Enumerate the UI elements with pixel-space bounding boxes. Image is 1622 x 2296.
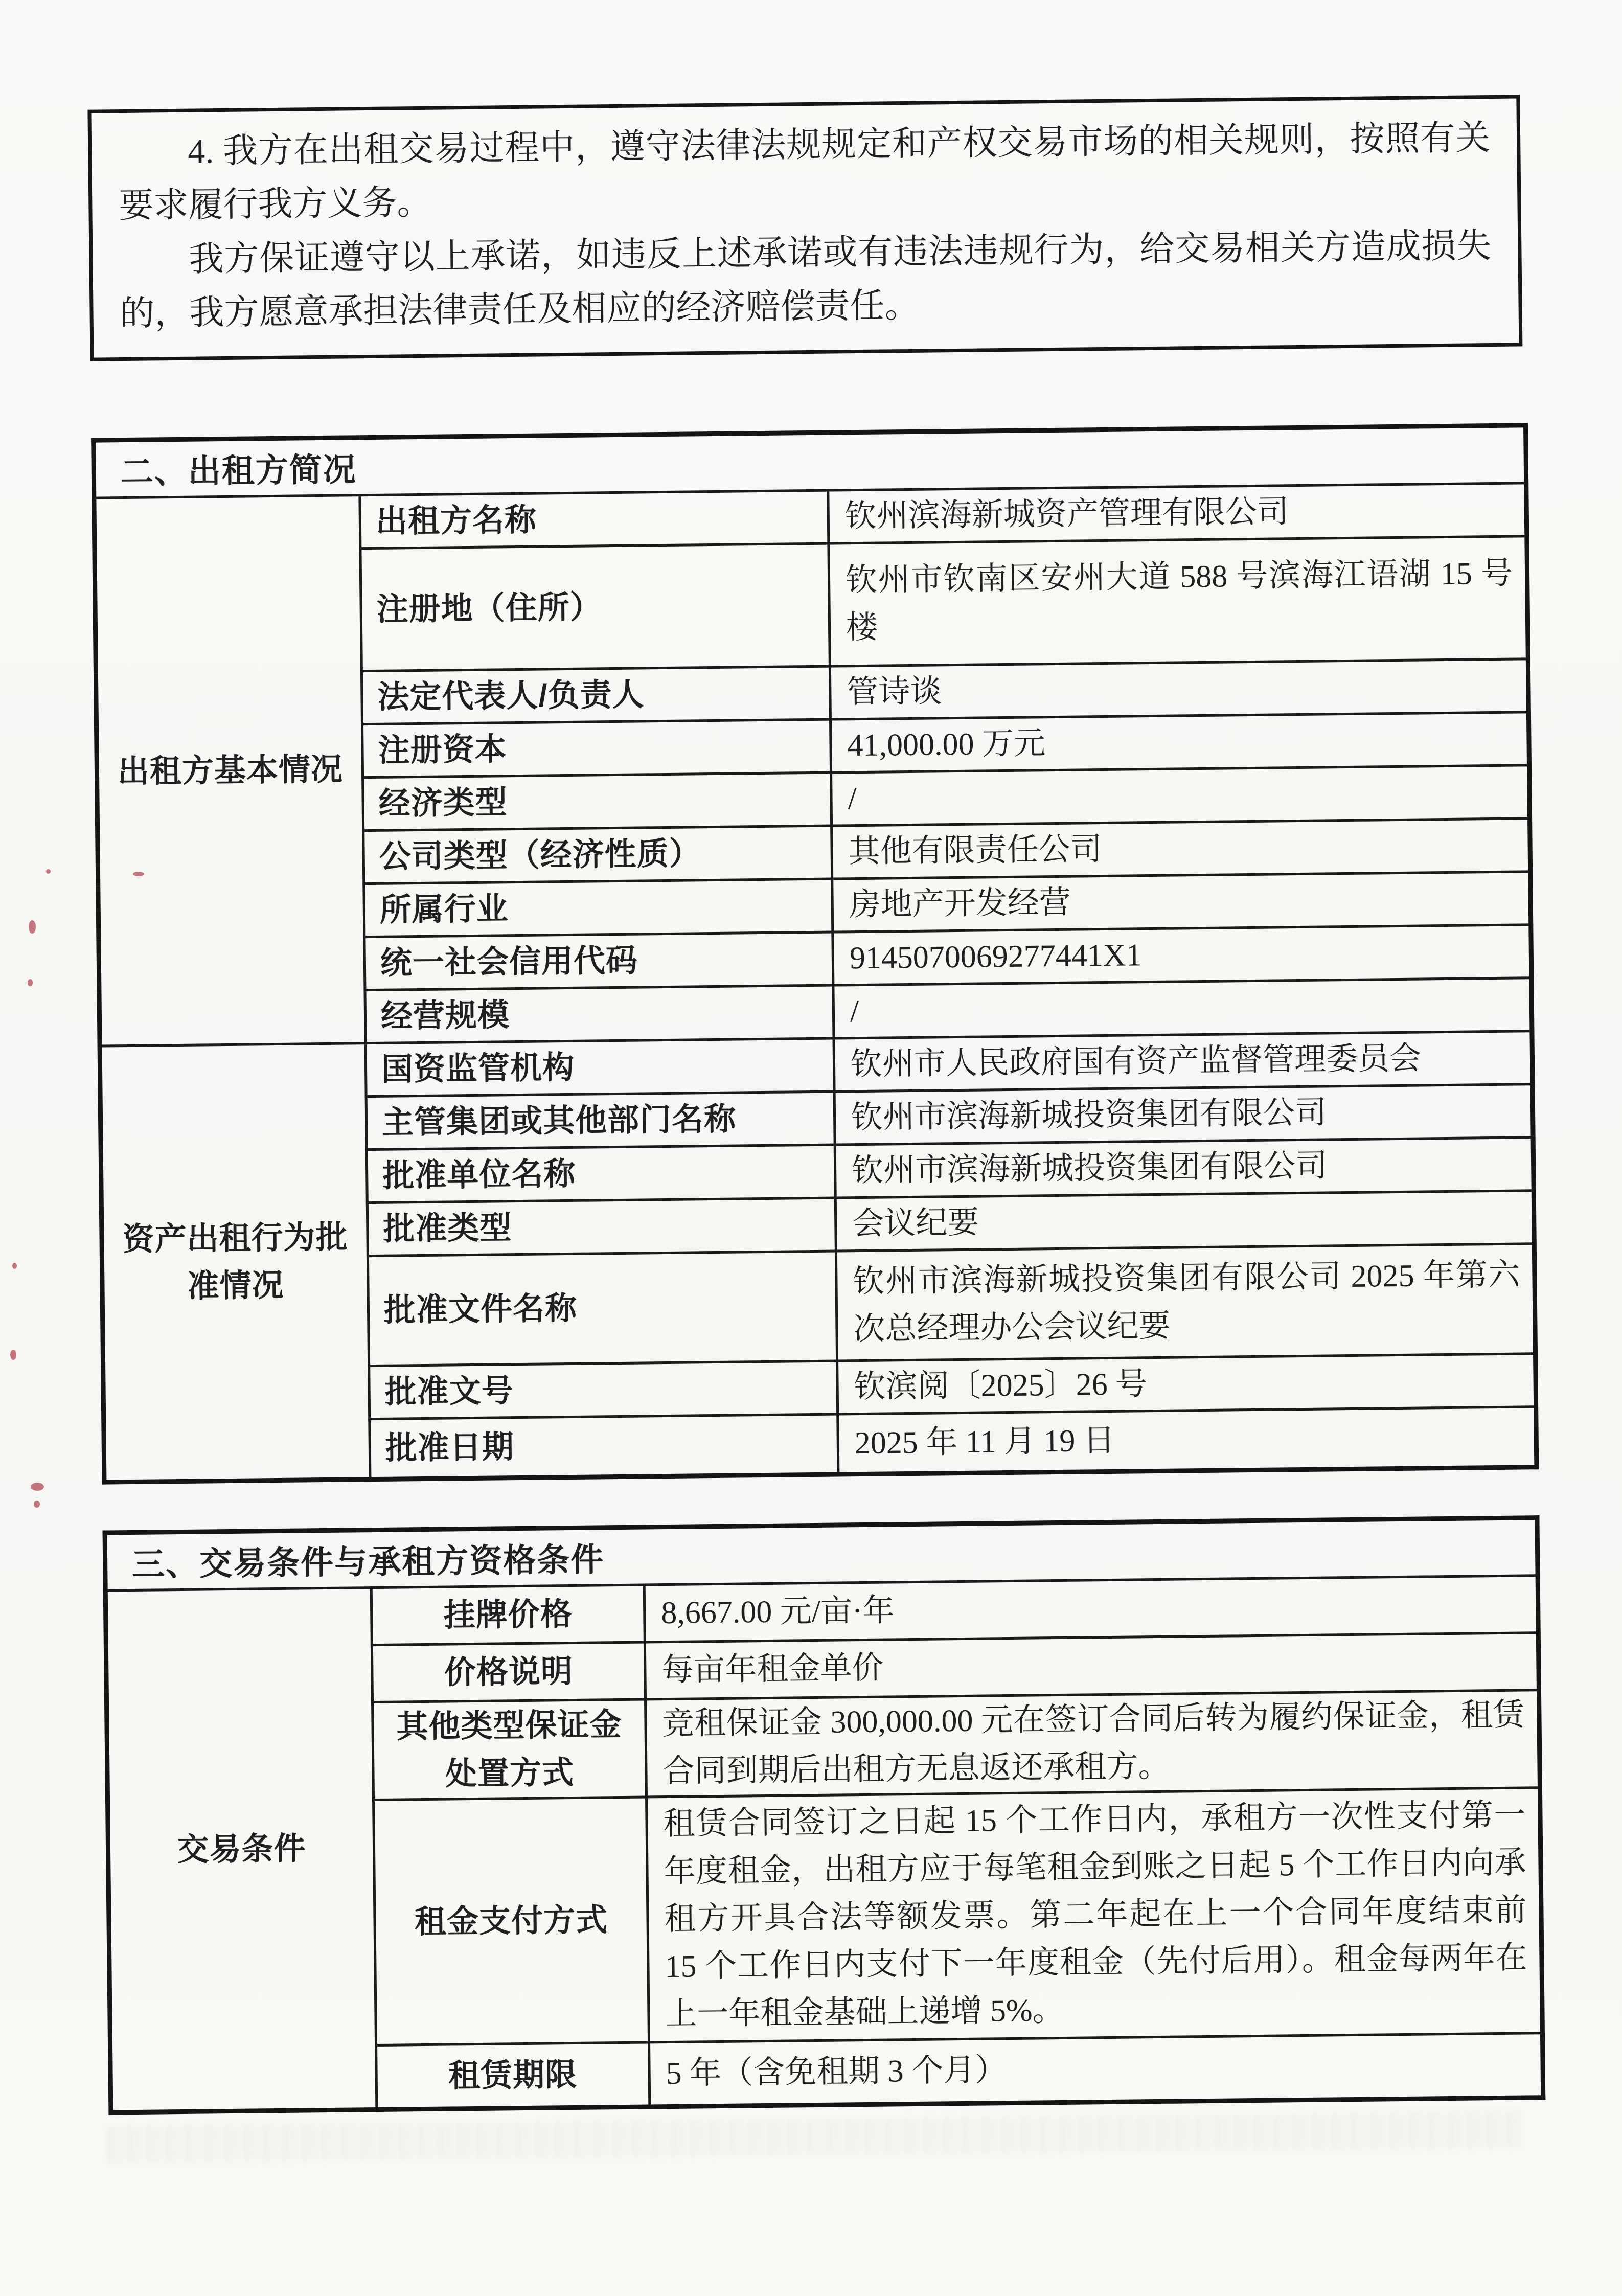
transaction-conditions-table — [102, 1515, 1545, 2115]
row-label: 挂牌价格 — [371, 1585, 645, 1645]
row-value: 钦州市滨海新城投资集团有限公司 — [834, 1084, 1533, 1144]
row-value: 钦州市钦南区安州大道 588 号滨海江语湖 15 号楼 — [829, 536, 1528, 666]
row-value: 钦州滨海新城资产管理有限公司 — [828, 483, 1527, 543]
row-value: 其他有限责任公司 — [832, 818, 1530, 878]
lessor-section-title: 二、出租方简况 — [94, 425, 1526, 497]
scanner-ghost-band — [109, 2111, 1520, 2163]
row-value: / — [831, 765, 1530, 825]
row-value: 钦州市人民政府国有资产监督管理委员会 — [834, 1031, 1533, 1091]
row-value: 管诗谈 — [830, 658, 1528, 719]
red-scan-speck — [31, 1483, 44, 1491]
row-label: 注册地（住所） — [360, 543, 830, 671]
row-value: 钦州市滨海新城投资集团有限公司 2025 年第六次总经理办公会议纪要 — [836, 1243, 1535, 1360]
row-value: 钦滨阅〔2025〕26 号 — [837, 1353, 1536, 1414]
group-cell-basic-info: 出租方基本情况 — [94, 495, 365, 1045]
row-label: 国资监管机构 — [365, 1038, 834, 1097]
group-cell-trade-conditions: 交易条件 — [105, 1587, 377, 2112]
row-label: 批准日期 — [370, 1414, 838, 1480]
conditions-section-title: 三、交易条件与承租方资格条件 — [105, 1517, 1538, 1590]
row-value: 2025 年 11 月 19 日 — [838, 1406, 1537, 1474]
row-label: 价格说明 — [372, 1642, 645, 1702]
row-label: 经济类型 — [363, 772, 832, 831]
row-label: 租金支付方式 — [374, 1797, 649, 2045]
red-scan-speck — [29, 920, 36, 934]
row-label: 批准文号 — [369, 1361, 838, 1419]
commitment-box — [87, 95, 1522, 361]
row-label: 法定代表人/负责人 — [361, 666, 830, 724]
red-scan-speck — [12, 1263, 17, 1269]
red-scan-speck — [28, 979, 33, 986]
row-label: 注册资本 — [362, 719, 831, 778]
row-value: 会议纪要 — [835, 1190, 1534, 1251]
row-value: 9145070069277441X1 — [833, 924, 1532, 985]
group-cell-approval-info: 资产出租行为批准情况 — [100, 1043, 370, 1482]
row-label: 批准类型 — [367, 1198, 836, 1256]
row-label: 公司类型（经济性质） — [363, 826, 832, 884]
row-label: 其他类型保证金处置方式 — [373, 1699, 647, 1800]
row-label: 出租方名称 — [360, 490, 829, 549]
row-value: 钦州市滨海新城投资集团有限公司 — [835, 1137, 1534, 1197]
red-scan-speck — [46, 869, 51, 874]
row-label: 经营规模 — [365, 985, 834, 1043]
red-scan-speck — [34, 1501, 40, 1508]
document-content — [86, 0, 1541, 2163]
row-label: 所属行业 — [364, 879, 833, 937]
row-label: 统一社会信用代码 — [364, 932, 833, 990]
row-value: 竞租保证金 300,000.00 元在签订合同后转为履约保证金，租赁合同到期后出租方无息返还承租方。 — [646, 1690, 1540, 1797]
lessor-profile-table — [91, 423, 1539, 1484]
red-scan-speck — [10, 1350, 16, 1360]
row-value: 41,000.00 万元 — [830, 712, 1529, 772]
row-value: 租赁合同签订之日起 15 个工作日内，承租方一次性支付第一年度租金，出租方应于每笔租金到账之日起 5 个工作日内向承租方开具合法等额发票。第二年起在上一个合同年度结束前 15 个工作日内支付下一年度租金（先付后用）。租金每两年在上一年租金基础上递增 5%。 — [647, 1787, 1543, 2042]
commitment-paragraph: 4. 我方在出租交易过程中，遵守法律法规规定和产权交易市场的相关规则，按照有关要求履行我方义务。 — [118, 118, 1491, 225]
row-value: 房地产开发经营 — [832, 871, 1531, 931]
row-label: 批准单位名称 — [367, 1145, 835, 1203]
row-label: 批准文件名称 — [368, 1251, 837, 1366]
row-label: 租赁期限 — [376, 2042, 650, 2110]
row-value: 每亩年租金单价 — [645, 1632, 1539, 1699]
row-label: 主管集团或其他部门名称 — [366, 1092, 835, 1150]
row-value: 5 年（含免租期 3 个月） — [649, 2033, 1543, 2106]
row-value: / — [833, 977, 1532, 1038]
row-value: 8,667.00 元/亩·年 — [644, 1575, 1538, 1642]
commitment-paragraph: 我方保证遵守以上承诺，如违反上述承诺或有违法违规行为，给交易相关方造成损失的，我方愿意承担法律责任及相应的经济赔偿责任。 — [120, 225, 1492, 333]
